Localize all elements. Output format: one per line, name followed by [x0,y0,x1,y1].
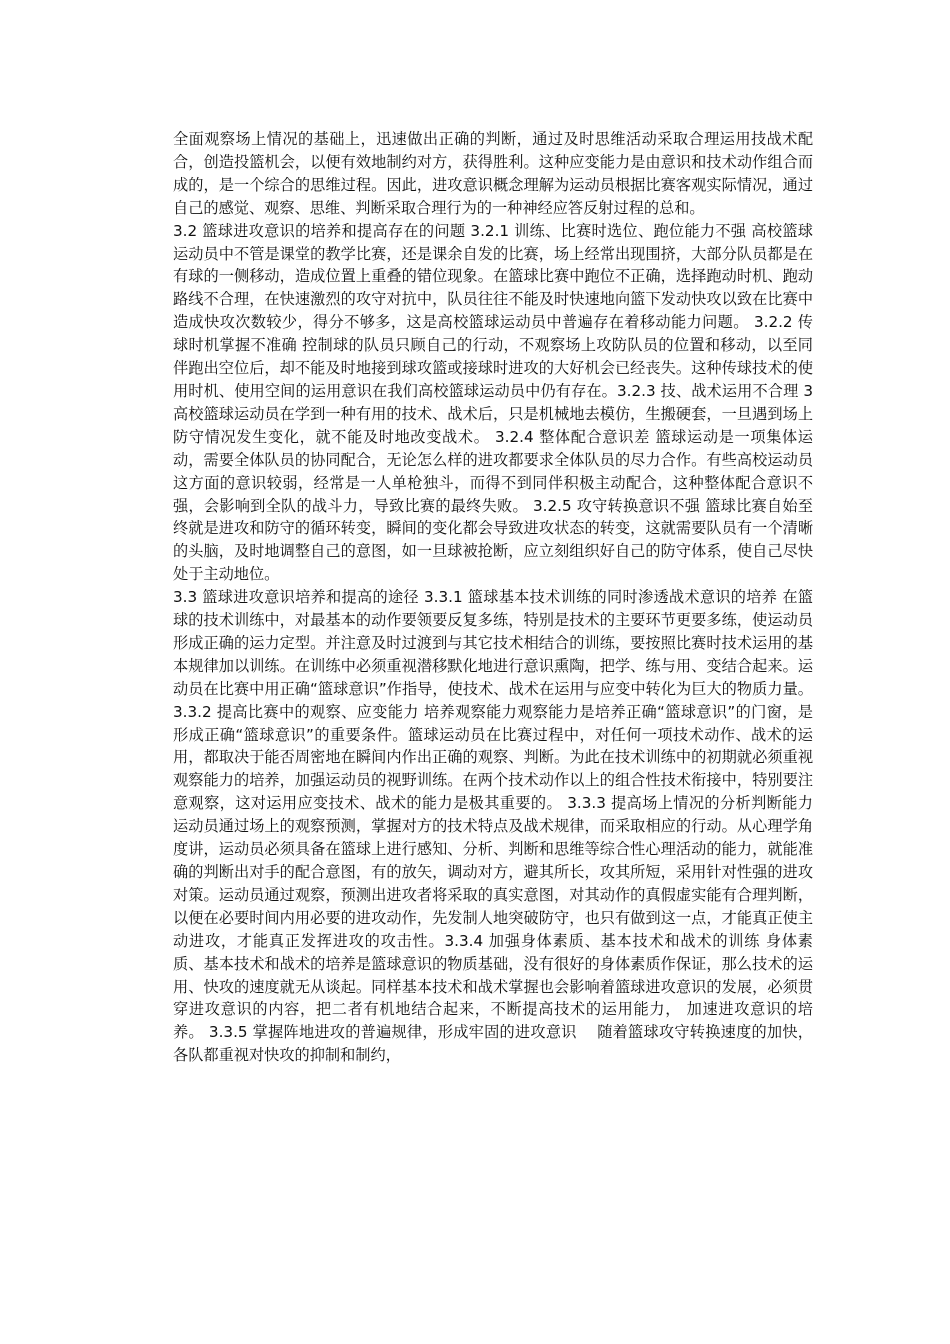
paragraph-intro: 全面观察场上情况的基础上，迅速做出正确的判断，通过及时思维活动采取合理运用技战术配合，创造投篮机会，以便有效地制约对方，获得胜利。这种应变能力是由意识和技术动作组合而成的，是一个综合的思维过程。因此，进攻意识概念理解为运动员根据比赛客观实际情况，通过自己的感觉、观察、思维、判断采取合理行为的一种神经应答反射过程的总和。 [173,130,813,217]
paragraph-section-3-3: 3.3 篮球进攻意识培养和提高的途径 3.3.1 篮球基本技术训练的同时渗透战术意识的培养 在篮球的技术训练中，对最基本的动作要领要反复多练，特别是技术的主要环节更要多练，使运动员形成正确的运力定型。并注意及时过渡到与其它技术相结合的训练，要按照比赛时技术运用的基本规律加以训练。在训练中必须重视潜移默化地进行意识熏陶，把学、练与用、变结合起来。运动员在比赛中用正确“篮球意识”作指导，使技术、战术在运用与应变中转化为巨大的物质力量。 3.3.2 提高比赛中的观察、应变能力 培养观察能力观察能力是培养正确“篮球意识”的门窗，是形成正确“篮球意识”的重要条件。篮球运动员在比赛过程中，对任何一项技术动作、战术的运用，都取决于能否周密地在瞬间内作出正确的观察、判断。为此在技术训练中的初期就必须重视观察能力的培养，加强运动员的视野训练。在两个技术动作以上的组合性技术衔接中，特别要注意观察，这对运用应变技术、战术的能力是极其重要的。 3.3.3 提高场上情况的分析判断能力 运动员通过场上的观察预测，掌握对方的技术特点及战术规律，而采取相应的行动。从心理学角度讲，运动员必须具备在篮球上进行感知、分析、判断和思维等综合性心理活动的能力，就能准确的判断出对手的配合意图，有的放矢，调动对方，避其所长，攻其所短，采用针对性强的进攻对策。运动员通过观察，预测出进攻者将采取的真实意图，对其动作的真假虚实能有合理判断，以便在必要时间内用必要的进攻动作，先发制人地突破防守，也只有做到这一点，才能真正使主动进攻，才能真正发挥进攻的攻击性。3.3.4 加强身体素质、基本技术和战术的训练 身体素质、基本技术和战术的培养是篮球意识的物质基础，没有很好的身体素质作保证，那么技术的运用、快攻的速度就无从谈起。同样基本技术和战术掌握也会影响着篮球进攻意识的发展，必须贯穿进攻意识的内容，把二者有机地结合起来，不断提高技术的运用能力， 加速进攻意识的培养。 3.3.5 掌握阵地进攻的普遍规律，形成牢固的进攻意识 随着篮球攻守转换速度的加快，各队都重视对快攻的抑制和制约， [173,588,813,1065]
paragraph-section-3-2: 3.2 篮球进攻意识的培养和提高存在的问题 3.2.1 训练、比赛时选位、跑位能力不强 高校篮球运动员中不管是课堂的教学比赛，还是课余自发的比赛，场上经常出现围挤，大部分队员都是在有球的一侧移动，造成位置上重叠的错位现象。在篮球比赛中跑位不正确，选择跑动时机、跑动路线不合理，在快速激烈的攻守对抗中，队员往往不能及时快速地向篮下发动快攻以致在比赛中造成快攻次数较少，得分不够多，这是高校篮球运动员中普遍存在着移动能力问题。 3.2.2 传球时机掌握不准确 控制球的队员只顾自己的行动，不观察场上攻防队员的位置和移动，以至同伴跑出空位后，却不能及时地接到球攻篮或接球时进攻的大好机会已经丧失。这种传球技术的使用时机、使用空间的运用意识在我们高校篮球运动员中仍有存在。3.2.3 技、战术运用不合理 3 高校篮球运动员在学到一种有用的技术、战术后，只是机械地去模仿，生搬硬套，一旦遇到场上防守情况发生变化，就不能及时地改变战术。 3.2.4 整体配合意识差 篮球运动是一项集体运动，需要全体队员的协同配合，无论怎么样的进攻都要求全体队员的尽力合作。有些高校运动员这方面的意识较弱，经常是一人单枪独斗，而得不到同伴积极主动配合，这种整体配合意识不强，会影响到全队的战斗力，导致比赛的最终失败。 3.2.5 攻守转换意识不强 篮球比赛自始至终就是进攻和防守的循环转变，瞬间的变化都会导致进攻状态的转变，这就需要队员有一个清晰的头脑，及时地调整自己的意图，如一旦球被抢断，应立刻组织好自己的防守体系，使自己尽快处于主动地位。 [173,221,813,584]
body-text [173,128,813,1067]
